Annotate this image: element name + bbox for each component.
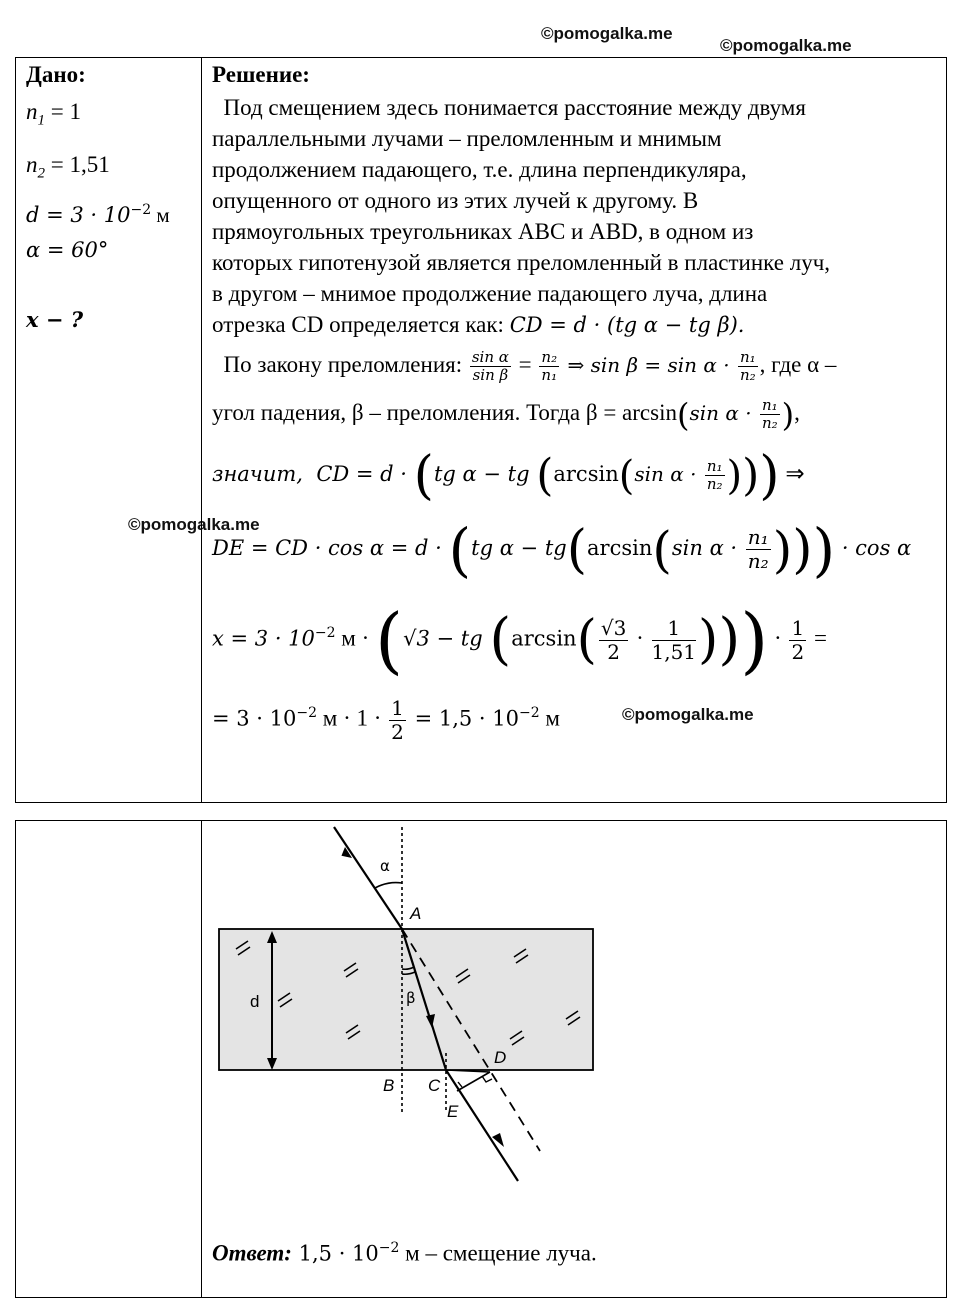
incident-ray bbox=[334, 827, 402, 929]
result-prefix: = 3 · 10 bbox=[212, 706, 297, 731]
n1: n₁ bbox=[541, 366, 558, 385]
numerator: 1 bbox=[391, 695, 404, 720]
watermark: ©pomogalka.me bbox=[128, 515, 260, 534]
solution-column bbox=[212, 62, 942, 745]
beta-expression bbox=[212, 391, 942, 435]
result-expression bbox=[212, 681, 942, 745]
n-ratio bbox=[539, 349, 559, 385]
x-prefix: x = 3 · 10 bbox=[212, 626, 315, 651]
paragraph-line: опущенного от одного из этих лучей к другому. В bbox=[212, 188, 699, 213]
paren: ) bbox=[781, 395, 795, 434]
n-ratio-2 bbox=[738, 349, 758, 385]
n1-subscript: 1 bbox=[37, 112, 45, 129]
paren: ( bbox=[448, 515, 472, 584]
de-prefix: DE = CD · cos α = d · bbox=[212, 536, 449, 560]
sin-alpha: sin α bbox=[471, 347, 509, 366]
column-divider bbox=[201, 58, 202, 802]
given-find: x − ? bbox=[26, 307, 84, 333]
paren: ) bbox=[742, 449, 760, 501]
n1-symbol: n bbox=[26, 99, 38, 124]
numerator: √3 bbox=[600, 615, 627, 640]
times-cos: · cos α bbox=[835, 536, 912, 560]
paren: ( bbox=[375, 598, 404, 683]
n-ratio bbox=[760, 397, 780, 433]
paragraph-line: прямоугольных треугольниках ABC и ABD, в одном из bbox=[212, 219, 754, 244]
sin-beta: sin β bbox=[472, 366, 509, 385]
equals: = bbox=[808, 625, 827, 651]
diagram-table bbox=[15, 820, 947, 1298]
paren: ( bbox=[536, 449, 554, 501]
n2: n₂ bbox=[747, 549, 769, 574]
given-header: Дано: bbox=[26, 62, 86, 87]
paragraph-line: Под смещением здесь понимается расстояние между двумя bbox=[212, 95, 806, 120]
paren: ( bbox=[576, 610, 597, 671]
tg-diff: tg α − tg bbox=[471, 536, 567, 560]
answer-label: Ответ: bbox=[212, 1241, 292, 1266]
d-exponent: −2 bbox=[130, 202, 152, 219]
paren: ( bbox=[413, 445, 434, 506]
sqrt3-over-2 bbox=[599, 617, 628, 664]
answer-text: м – смещение луча. bbox=[399, 1241, 597, 1266]
d-unit: м bbox=[151, 203, 170, 228]
label-D: D bbox=[494, 1048, 507, 1067]
label-d: d bbox=[250, 992, 260, 1011]
n2: n₂ bbox=[739, 366, 756, 385]
one-over-n bbox=[652, 617, 697, 664]
law-prefix: По закону преломления: bbox=[212, 352, 468, 377]
numerator: 1 bbox=[791, 615, 805, 640]
n-ratio bbox=[746, 526, 771, 573]
given-d bbox=[26, 195, 198, 231]
sqrt-minus-tg: √3 − tg bbox=[403, 626, 490, 651]
half bbox=[789, 617, 806, 664]
label-A: A bbox=[410, 904, 422, 923]
d-value: d = 3 · 10 bbox=[26, 203, 131, 228]
n2: n₂ bbox=[761, 414, 778, 433]
label-C: C bbox=[428, 1076, 441, 1095]
paren: ) bbox=[726, 452, 743, 499]
paren: ) bbox=[718, 607, 741, 673]
label-B: B bbox=[383, 1076, 395, 1095]
paren: ( bbox=[618, 452, 635, 499]
n1: n₁ bbox=[706, 456, 723, 475]
de-expression bbox=[212, 513, 942, 583]
cd-prefix: отрезка CD определяется как: bbox=[212, 312, 510, 337]
solution-paragraph bbox=[212, 92, 942, 341]
answer-value: 1,5 · 10 bbox=[291, 1242, 379, 1266]
cd-expression bbox=[212, 443, 942, 505]
paren: ( bbox=[489, 607, 512, 673]
x-expression bbox=[212, 591, 942, 683]
dot: · bbox=[630, 625, 650, 651]
paren: ( bbox=[676, 395, 690, 434]
denominator: 2 bbox=[391, 719, 404, 744]
denominator: 1,51 bbox=[651, 639, 697, 664]
n2: n₂ bbox=[706, 475, 723, 494]
dot: · bbox=[768, 625, 788, 651]
n2-subscript: 2 bbox=[37, 165, 45, 182]
half bbox=[389, 697, 406, 744]
denominator: 2 bbox=[791, 639, 805, 664]
refraction-law bbox=[212, 345, 942, 385]
n1-value: = 1 bbox=[45, 99, 81, 124]
arcsin: arcsin bbox=[587, 536, 653, 560]
paragraph-line: продолжением падающего, т.е. длина перпендикуляра, bbox=[212, 157, 747, 182]
paren: ) bbox=[792, 519, 813, 580]
paragraph-line: которых гипотенузой является преломленный в пластинке луч, bbox=[212, 250, 831, 275]
given-column bbox=[26, 62, 198, 335]
paragraph-line: в другом – мнимое продолжение падающего луча, длина bbox=[212, 281, 768, 306]
label-E: E bbox=[447, 1102, 459, 1121]
paren: ( bbox=[652, 520, 672, 579]
refraction-diagram bbox=[16, 821, 948, 1241]
given-n2 bbox=[26, 149, 198, 190]
result-value: = 1,5 · 10 bbox=[407, 706, 519, 731]
n1: n₁ bbox=[739, 347, 756, 366]
alpha-arc bbox=[375, 883, 402, 888]
sin-alpha-times: sin α · bbox=[634, 462, 703, 486]
watermark: ©pomogalka.me bbox=[720, 36, 852, 55]
cd-definition bbox=[212, 309, 942, 341]
watermark: ©pomogalka.me bbox=[541, 24, 673, 43]
law-suffix: , где α – bbox=[759, 352, 837, 377]
tg-diff: tg α − tg bbox=[433, 462, 537, 486]
n2-symbol: n bbox=[26, 151, 38, 177]
arcsin: arcsin bbox=[511, 626, 577, 651]
exit-ray bbox=[446, 1070, 518, 1181]
unit-times: м · 1 · bbox=[317, 705, 388, 731]
solution-header: Решение: bbox=[212, 62, 310, 87]
n1: n₁ bbox=[761, 395, 778, 414]
sin-alpha-times: sin α · bbox=[671, 536, 744, 560]
beta-prefix: угол падения, β – преломления. Тогда β = arcsin bbox=[212, 400, 677, 425]
exponent: −2 bbox=[518, 705, 540, 721]
n2: n₂ bbox=[541, 347, 558, 366]
paren: ) bbox=[698, 610, 719, 671]
numerator: 1 bbox=[652, 617, 697, 641]
equals: = bbox=[512, 352, 538, 377]
paren: ) bbox=[772, 520, 793, 579]
paren: ( bbox=[566, 519, 588, 580]
implies: ⇒ bbox=[779, 461, 805, 486]
label-beta: β bbox=[406, 989, 416, 1007]
sin-alpha-times: sin α · bbox=[689, 401, 758, 425]
paren: ) bbox=[812, 515, 836, 584]
label-alpha: α bbox=[380, 857, 390, 875]
denominator: 2 bbox=[607, 639, 620, 664]
law-implication: ⇒ sin β = sin α · bbox=[561, 353, 736, 377]
unit: м bbox=[539, 705, 560, 731]
exponent: −2 bbox=[296, 705, 318, 721]
cd-formula: CD = d · (tg α − tg β). bbox=[509, 313, 745, 337]
solution-table bbox=[15, 57, 947, 803]
given-alpha: α = 60° bbox=[26, 238, 109, 263]
answer bbox=[212, 1240, 597, 1267]
n-ratio bbox=[705, 458, 725, 494]
paren: ) bbox=[759, 445, 780, 506]
paren: ) bbox=[740, 598, 769, 683]
n2-value: = 1,51 bbox=[45, 151, 110, 177]
cd-prefix: значит, CD = d · bbox=[212, 462, 414, 486]
paragraph-line: параллельными лучами – преломленным и мнимым bbox=[212, 126, 722, 151]
arcsin: arcsin bbox=[553, 462, 619, 486]
comma: , bbox=[794, 400, 800, 425]
given-n1 bbox=[26, 96, 198, 137]
answer-exponent: −2 bbox=[378, 1240, 400, 1257]
unit: м · bbox=[335, 625, 376, 651]
exponent: −2 bbox=[314, 625, 336, 641]
watermark: ©pomogalka.me bbox=[622, 705, 754, 724]
sin-ratio bbox=[470, 349, 511, 385]
n1: n₁ bbox=[747, 525, 769, 550]
